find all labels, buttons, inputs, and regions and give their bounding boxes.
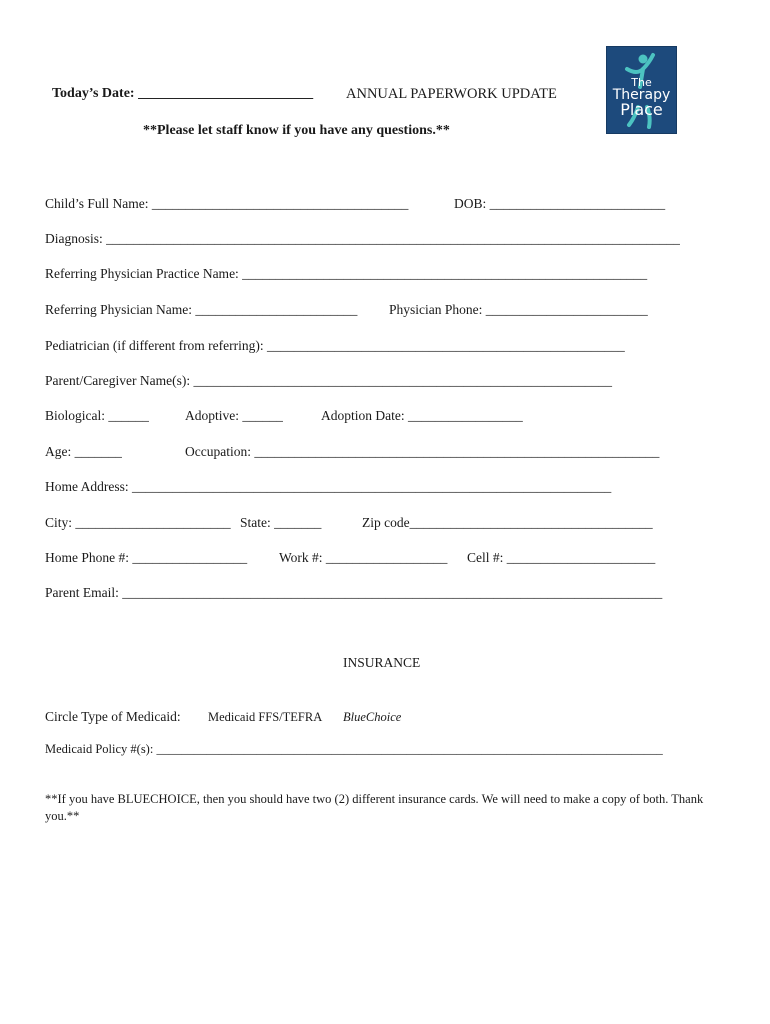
insurance-heading: INSURANCE — [343, 655, 421, 670]
questions-note: **Please let staff know if you have any questions.** — [143, 123, 450, 138]
bluechoice-option[interactable]: BlueChoice — [343, 710, 402, 724]
home-address-field[interactable]: Home Address: _______________________________________________________________________ — [45, 479, 612, 494]
page-title: ANNUAL PAPERWORK UPDATE — [346, 86, 557, 102]
city-field[interactable]: City: _______________________ — [45, 515, 231, 530]
parent-names-field[interactable]: Parent/Caregiver Name(s): ______________________________________________________________ — [45, 373, 612, 388]
practice-name-field[interactable]: Referring Physician Practice Name: ____________________________________________________________ — [45, 266, 648, 281]
logo-text-place: Place — [620, 100, 663, 119]
cell-phone-field[interactable]: Cell #: ______________________ — [467, 550, 656, 565]
todays-date-field[interactable]: Today’s Date: _________________________ — [52, 86, 314, 101]
physician-phone-field[interactable]: Physician Phone: ________________________ — [389, 302, 648, 317]
state-field[interactable]: State: _______ — [240, 515, 322, 530]
zip-code-field[interactable]: Zip code____________________________________ — [362, 515, 653, 530]
home-phone-field[interactable]: Home Phone #: _________________ — [45, 550, 248, 565]
medicaid-ffs-tefra-option[interactable]: Medicaid FFS/TEFRA — [208, 710, 323, 724]
adoptive-field[interactable]: Adoptive: ______ — [185, 408, 283, 423]
parent-email-field[interactable]: Parent Email: ________________________________________________________________________________ — [45, 585, 663, 600]
work-phone-field[interactable]: Work #: __________________ — [279, 550, 448, 565]
therapy-place-logo — [606, 46, 677, 134]
diagnosis-field[interactable]: Diagnosis: _____________________________________________________________________________________ — [45, 231, 680, 246]
child-name-field[interactable]: Child’s Full Name: ______________________________________ — [45, 196, 409, 211]
dob-field[interactable]: DOB: __________________________ — [454, 196, 666, 211]
pediatrician-field[interactable]: Pediatrician (if different from referring): _____________________________________________________ — [45, 338, 625, 353]
medicaid-type-label: Circle Type of Medicaid: — [45, 709, 181, 724]
medicaid-policy-field[interactable]: Medicaid Policy #(s): _________________________________________________________________________________ — [45, 742, 663, 756]
age-field[interactable]: Age: _______ — [45, 444, 122, 459]
logo-text-therapy: Therapy — [612, 87, 671, 103]
logo-text-the: The — [631, 76, 652, 89]
occupation-field[interactable]: Occupation: ____________________________________________________________ — [185, 444, 660, 459]
physician-name-field[interactable]: Referring Physician Name: ________________________ — [45, 302, 358, 317]
insurance-footnote: **If you have BLUECHOICE, then you should have two (2) different insurance cards. We will need to make a copy of both. Thank you.** — [45, 792, 704, 823]
adoption-date-field[interactable]: Adoption Date: _________________ — [321, 408, 523, 423]
biological-field[interactable]: Biological: ______ — [45, 408, 149, 423]
